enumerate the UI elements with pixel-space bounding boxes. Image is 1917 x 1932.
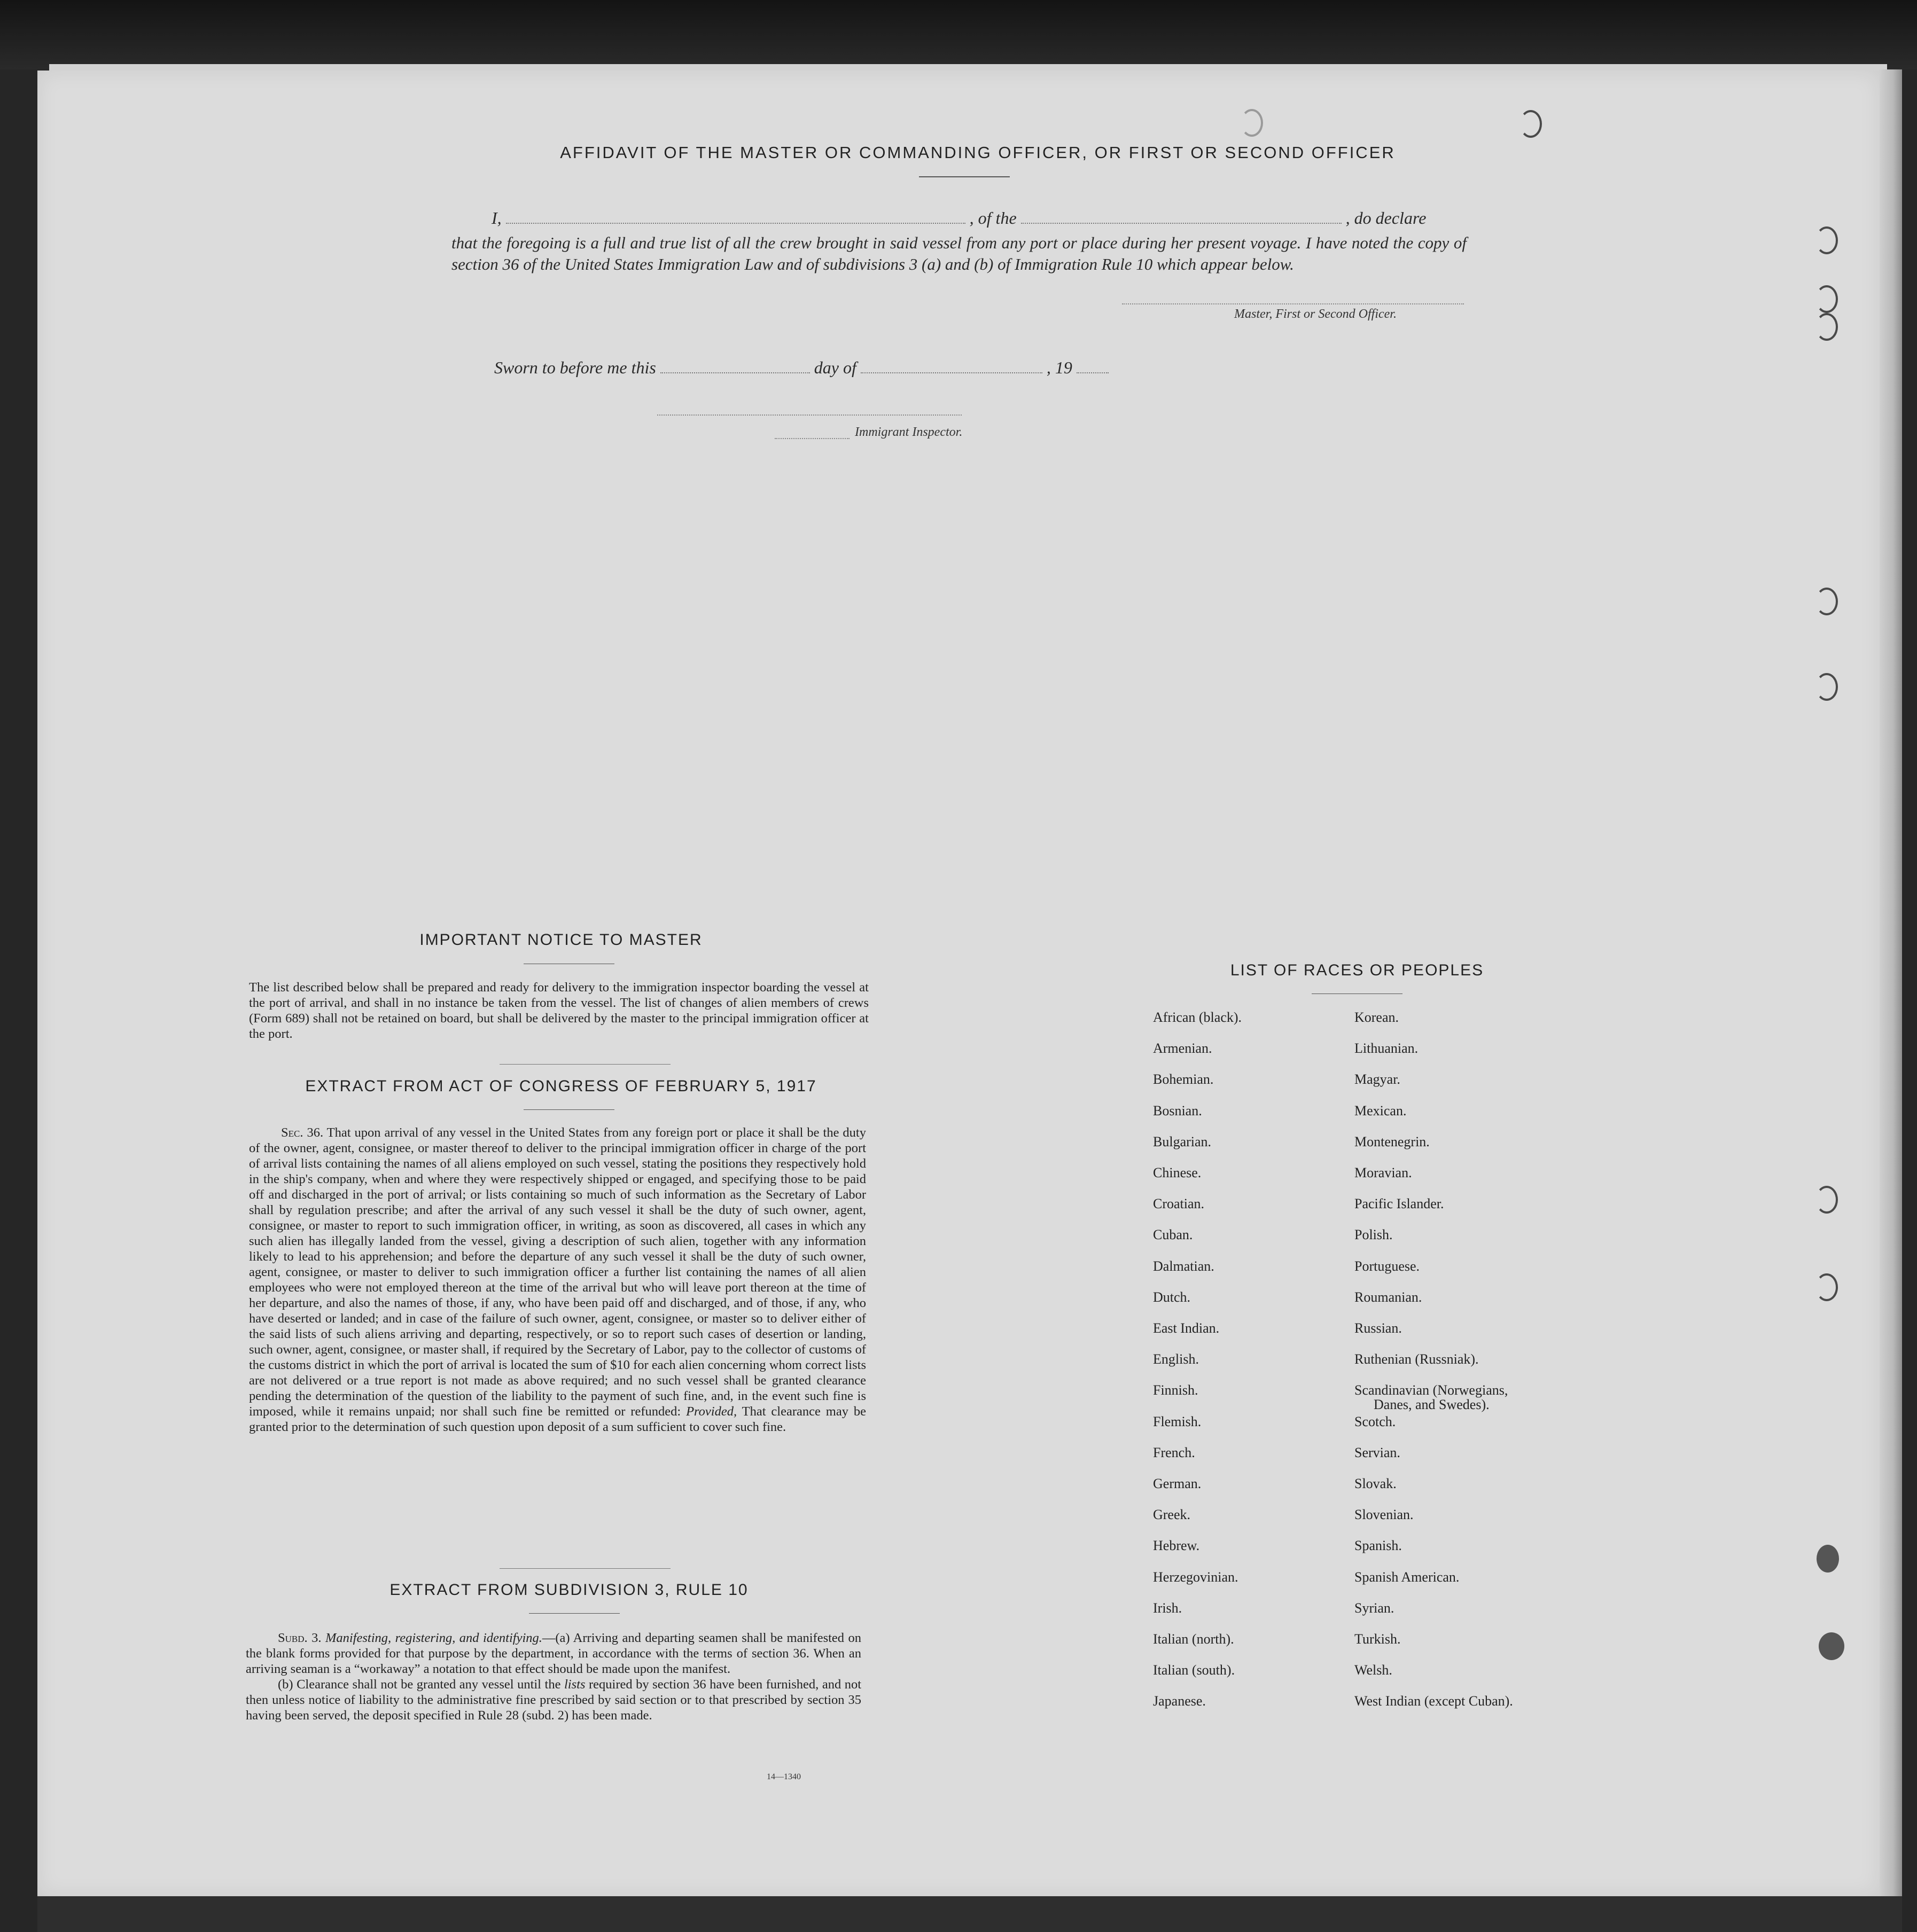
race-item: Servian. bbox=[1354, 1444, 1400, 1460]
rule-title-rule bbox=[529, 1613, 620, 1614]
race-item: Magyar. bbox=[1354, 1071, 1400, 1088]
race-item: Dutch. bbox=[1153, 1289, 1191, 1305]
act-title: EXTRACT FROM ACT OF CONGRESS OF FEBRUARY 5, 1917 bbox=[305, 1077, 817, 1095]
race-item: Hebrew. bbox=[1153, 1538, 1200, 1554]
sworn-year: , 19 bbox=[1046, 358, 1072, 377]
act-text bbox=[249, 1125, 866, 1435]
race-item: Finnish. bbox=[1153, 1382, 1198, 1398]
race-item: Spanish American. bbox=[1354, 1569, 1460, 1585]
race-item: German. bbox=[1153, 1476, 1202, 1491]
act-divider bbox=[500, 1568, 671, 1569]
sworn-line bbox=[494, 358, 1109, 378]
lists-word: lists bbox=[564, 1677, 586, 1692]
subd-label: Subd. 3. bbox=[278, 1631, 322, 1645]
punch-hole bbox=[1815, 285, 1838, 313]
act-title-rule bbox=[524, 1109, 614, 1110]
race-item: Polish. bbox=[1354, 1227, 1393, 1243]
race-item: Syrian. bbox=[1354, 1600, 1394, 1616]
race-item: Montenegrin. bbox=[1354, 1133, 1430, 1149]
race-item: Scotch. bbox=[1354, 1413, 1396, 1429]
scan-background bbox=[0, 0, 1917, 69]
subd-para-b-start: (b) Clearance shall not be granted any vessel until the bbox=[278, 1677, 561, 1692]
punch-hole bbox=[1815, 1273, 1838, 1301]
race-item: African (black). bbox=[1153, 1010, 1242, 1025]
race-item: Roumanian. bbox=[1354, 1289, 1422, 1305]
declaration-line bbox=[492, 208, 1426, 228]
race-item: Herzegovinian. bbox=[1153, 1569, 1238, 1585]
provided-word: Provided, bbox=[686, 1404, 737, 1419]
section-36-text: That upon arrival of any vessel in the United States from any foreign port or place it shall be the duty of the owner, agent, consignee, or master thereof to deliver to the principal immigration officer in charge of the port of arrival lists containing the names of all aliens employed on such vessel, stating the positions they respectively hold in the ship's company, when and where they were respectively shipped or engaged, and specifying those to be paid off and discharged in the port of arrival; or lists containing so much of such information as the Secretary of Labor shall by regulation prescribe; and after the arrival of any such vessel it shall be the duty of such owner, agent, consignee, or master to report to such immigration officer, in writing, as soon as discovered, all cases in which any such alien has illegally landed from the vessel, giving a description of such alien, together with any information likely to lead to his apprehension; and before the departure of any such vessel it shall be the duty of such owner, agent, consignee, or master to deliver to such immigration officer a further list containing the names of all alien employees who were not employed thereon at the time of the arrival but who will leave port thereon at the time of her departure, and also the names of those, if any, who have been paid off and discharged, and of those, if any, who have deserted or landed; and in case of the failure of such owner, agent, consignee, or master so to deliver either of the said lists of such aliens arriving and departing, respectively, or so to report such cases of desertion or landing, such owner, agent, consignee, or master shall, if required by the Secretary of Labor, pay to the collector of customs of the customs district in which the port of arrival is located the sum of $10 for each alien concerning whom correct lists are not delivered or a true report is not made as above required; and no such vessel shall be granted clearance pending the determination of the question of the liability to the payment of such fine, and, in the event such fine is imposed, while it remains unpaid; nor shall such fine be remitted or refunded: bbox=[249, 1125, 866, 1419]
race-item: Mexican. bbox=[1354, 1102, 1407, 1118]
inspector-caption: Immigrant Inspector. bbox=[855, 425, 963, 439]
race-item: East Indian. bbox=[1153, 1320, 1220, 1336]
declaration-of-the: , of the bbox=[969, 208, 1017, 228]
race-item: Bosnian. bbox=[1153, 1102, 1202, 1118]
race-item: English. bbox=[1153, 1351, 1199, 1367]
punch-hole bbox=[1815, 313, 1838, 341]
scan-bottom-edge bbox=[37, 1896, 1902, 1932]
punch-hole bbox=[1815, 673, 1838, 701]
name-field[interactable] bbox=[506, 211, 965, 224]
section-label: Sec. 36. bbox=[281, 1125, 324, 1140]
sworn-day-of: day of bbox=[814, 358, 856, 377]
punch-hole bbox=[1815, 588, 1838, 615]
race-item: French. bbox=[1153, 1444, 1195, 1460]
sworn-year-field[interactable] bbox=[1077, 361, 1109, 373]
race-item: Welsh. bbox=[1354, 1662, 1392, 1678]
races-title: LIST OF RACES OR PEOPLES bbox=[1230, 961, 1484, 979]
declaration-i: I, bbox=[492, 208, 502, 228]
race-item-continuation: Danes, and Swedes). bbox=[1374, 1397, 1490, 1413]
inspector-signature-line-2 bbox=[775, 438, 850, 439]
punch-hole bbox=[1819, 1632, 1844, 1660]
subd-heading: Manifesting, registering, and identifying. bbox=[325, 1631, 542, 1645]
race-item: West Indian (except Cuban). bbox=[1354, 1693, 1513, 1709]
sworn-prefix: Sworn to before me this bbox=[494, 358, 656, 377]
subd-para-b-rest: required by section 36 have been furnished, and not then unless notice of liability to the administrative fine prescribed by said section or to that prescribed by section 35 having been served, the deposit specified in Rule 28 (subd. 2) has been made. bbox=[246, 1677, 862, 1723]
punch-hole bbox=[1817, 1545, 1839, 1573]
rule-title: EXTRACT FROM SUBDIVISION 3, RULE 10 bbox=[389, 1581, 749, 1599]
race-item: Spanish. bbox=[1354, 1538, 1402, 1554]
race-item: Slovak. bbox=[1354, 1476, 1397, 1491]
race-item: Italian (north). bbox=[1153, 1631, 1234, 1647]
race-item: Pacific Islander. bbox=[1354, 1196, 1444, 1212]
race-item: Portuguese. bbox=[1354, 1258, 1420, 1274]
inspector-signature-line[interactable] bbox=[657, 414, 962, 416]
race-item: Cuban. bbox=[1153, 1227, 1193, 1243]
form-number: 14—1340 bbox=[767, 1772, 801, 1781]
punch-hole bbox=[1519, 110, 1542, 138]
race-item: Italian (south). bbox=[1153, 1662, 1235, 1678]
master-signature-line[interactable] bbox=[1122, 303, 1464, 304]
punch-hole bbox=[1815, 1186, 1838, 1214]
section-36-end: That clearance may be granted prior to the determination of such question upon deposit of a sum sufficient to cover such fine. bbox=[249, 1404, 867, 1434]
page-edge bbox=[1880, 69, 1902, 1896]
punch-hole bbox=[1241, 109, 1263, 137]
race-item: Scandinavian (Norwegians, bbox=[1354, 1382, 1508, 1398]
race-item: Turkish. bbox=[1354, 1631, 1401, 1647]
notice-divider bbox=[500, 1064, 671, 1065]
race-item: Irish. bbox=[1153, 1600, 1182, 1616]
subd-para-a: —(a) Arriving and departing seamen shall be manifested on the blank forms provided for that purpose by the department, in accordance with the terms of section 36. When an arriving seaman is a “workaway” a notation to that effect should be made upon the manifest. bbox=[246, 1631, 861, 1676]
race-item: Chinese. bbox=[1153, 1165, 1202, 1180]
master-caption: Master, First or Second Officer. bbox=[1234, 307, 1397, 321]
affidavit-title: AFFIDAVIT OF THE MASTER OR COMMANDING OFFICER, OR FIRST OR SECOND OFFICER bbox=[560, 143, 1396, 162]
race-item: Flemish. bbox=[1153, 1413, 1202, 1429]
affidavit-title-rule bbox=[919, 176, 1010, 177]
race-item: Korean. bbox=[1354, 1010, 1399, 1025]
notice-title: IMPORTANT NOTICE TO MASTER bbox=[419, 931, 703, 949]
race-item: Croatian. bbox=[1153, 1196, 1205, 1212]
declaration-do-declare: , do declare bbox=[1345, 208, 1427, 228]
race-item: Armenian. bbox=[1153, 1041, 1212, 1057]
punch-hole bbox=[1815, 226, 1838, 254]
race-item: Bohemian. bbox=[1153, 1071, 1214, 1088]
race-item: Dalmatian. bbox=[1153, 1258, 1214, 1274]
race-item: Greek. bbox=[1153, 1507, 1191, 1523]
race-item: Ruthenian (Russniak). bbox=[1354, 1351, 1479, 1367]
rule-text bbox=[246, 1630, 861, 1723]
declaration-paragraph: that the foregoing is a full and true list of all the crew brought in said vessel from any port or place during her present voyage. I have noted the copy of section 36 of the United States Immigration Law and of subdivisions 3 (a) and (b) of Immigration Rule 10 which appear below. bbox=[451, 233, 1467, 273]
vessel-field[interactable] bbox=[1021, 211, 1342, 224]
sworn-month-field[interactable] bbox=[861, 361, 1042, 373]
race-item: Lithuanian. bbox=[1354, 1041, 1419, 1057]
sworn-day-field[interactable] bbox=[660, 361, 810, 373]
race-item: Bulgarian. bbox=[1153, 1133, 1212, 1149]
race-item: Slovenian. bbox=[1354, 1507, 1414, 1523]
race-item: Russian. bbox=[1354, 1320, 1402, 1336]
race-item: Japanese. bbox=[1153, 1693, 1206, 1709]
race-item: Moravian. bbox=[1354, 1165, 1412, 1180]
notice-text: The list described below shall be prepared and ready for delivery to the immigration inspector boarding the vessel at the port of arrival, and shall in no instance be taken from the vessel. The list of changes of alien members of crews (Form 689) shall not be retained on board, but shall be delivered by the master to the principal immigration officer at the port. bbox=[249, 980, 869, 1041]
